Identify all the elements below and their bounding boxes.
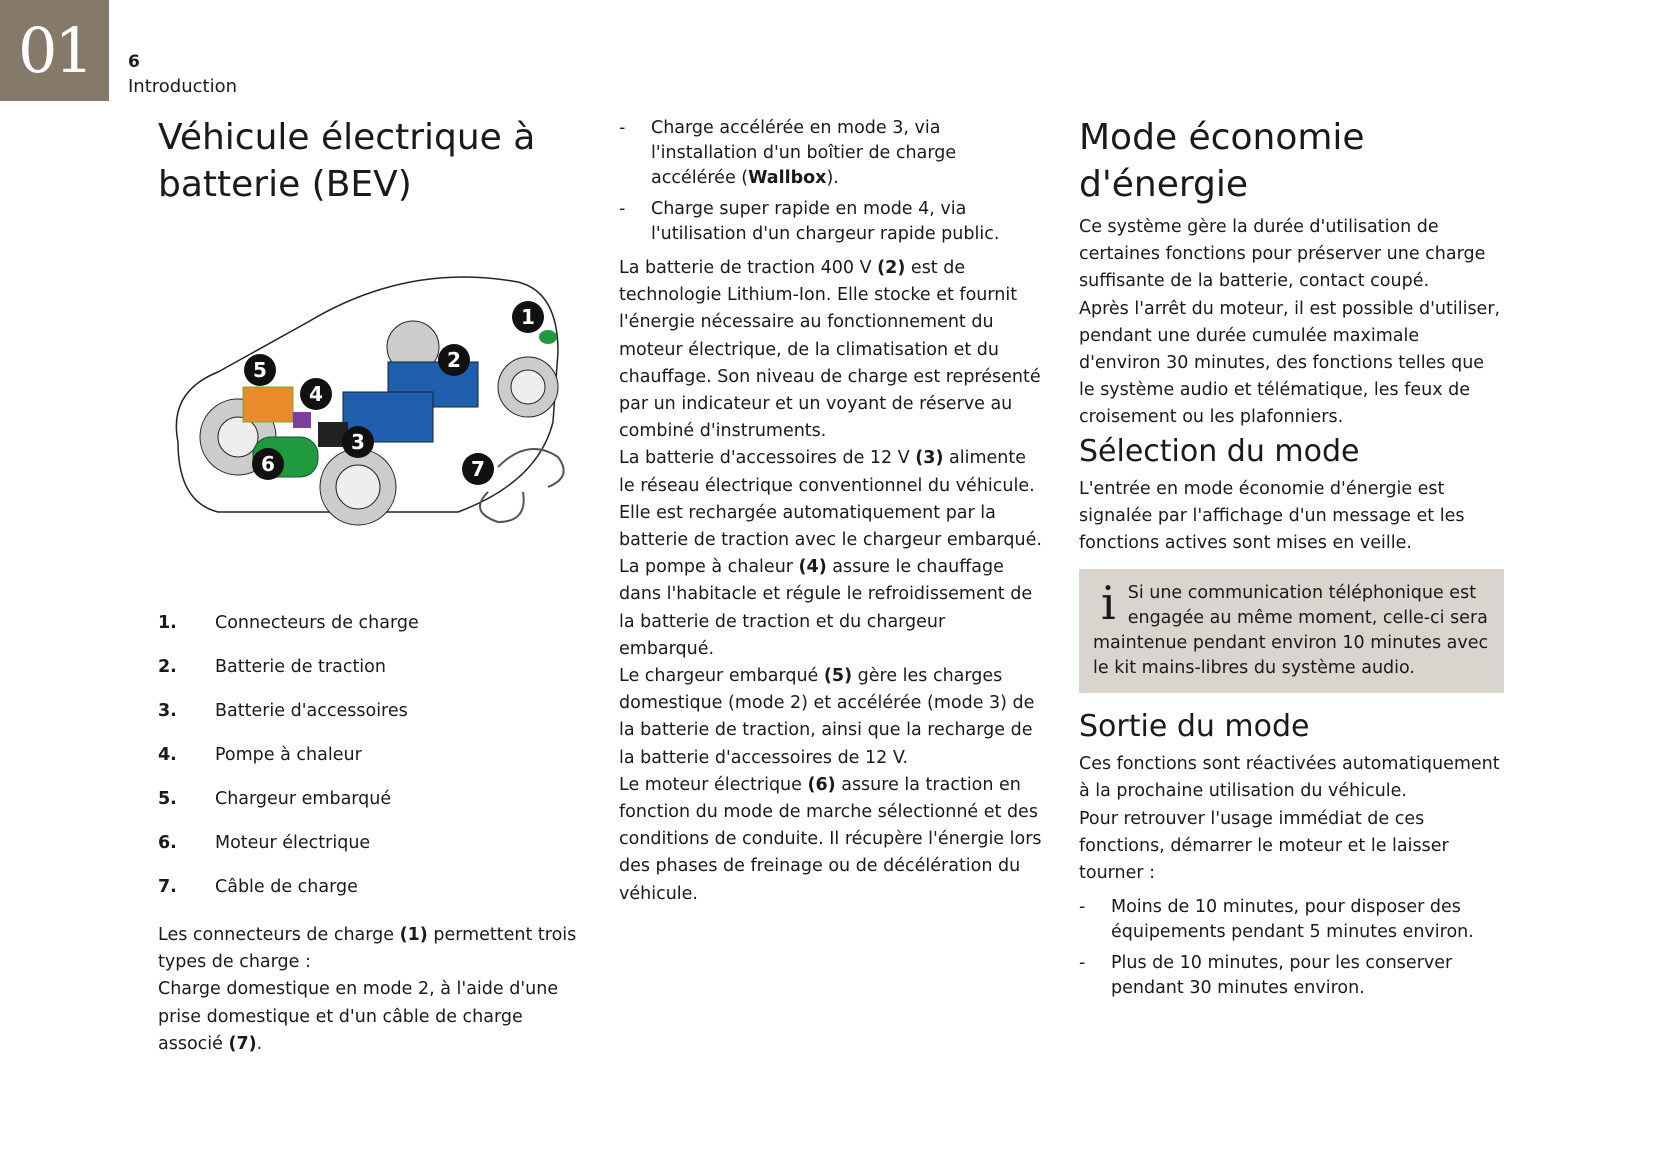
legend-label: Connecteurs de charge — [215, 613, 419, 634]
info-icon: i — [1101, 576, 1116, 631]
legend-number: 3. — [158, 701, 177, 722]
paragraph: Après l'arrêt du moteur, il est possible d'utiliser, pendant une durée cumulée maximale d'environ 30 minutes, des fonctions telles que le système audio et télématique, les feux de croisement ou les plafonniers. — [1079, 298, 1501, 428]
legend-number: 6. — [158, 833, 177, 854]
info-box — [1079, 569, 1504, 693]
subheading: Sortie du mode — [1079, 709, 1310, 745]
legend-item — [158, 822, 578, 866]
section-title: Introduction — [128, 76, 238, 97]
paragraph: Pour retrouver l'usage immédiat de ces fonctions, démarrer le moteur et le laisser tourner : — [1079, 808, 1449, 884]
left-column — [158, 114, 578, 1058]
legend-number: 2. — [158, 657, 177, 678]
bullet-item: - Charge super rapide en mode 4, via l'utilisation d'un chargeur rapide public. — [619, 199, 1000, 244]
paragraph: Le moteur électrique (6) assure la traction en fonction du mode de marche sélectionné et des conditions de conduite. Il récupère l'énergie lors des phases de freinage ou de décélération du véhicule. — [619, 774, 1042, 904]
bullet-item: - Charge accélérée en mode 3, via l'installation d'un boîtier de charge accélérée (Wallbox). — [619, 118, 957, 188]
page-number: 6 — [128, 52, 140, 72]
paragraph: Les connecteurs de charge (1) permettent trois types de charge : — [158, 925, 577, 973]
paragraph: Ce système gère la durée d'utilisation de certaines fonctions pour préserver une charge suffisante de la batterie, contact coupé. — [1079, 217, 1486, 292]
legend-label: Pompe à chaleur — [215, 745, 362, 766]
legend-label: Câble de charge — [215, 877, 358, 898]
legend-label: Chargeur embarqué — [215, 789, 392, 810]
right-column — [1079, 114, 1504, 1007]
legend-number: 1. — [158, 613, 177, 634]
marker-label: 7 — [471, 457, 485, 481]
legend-item — [158, 690, 578, 734]
legend-label: Batterie d'accessoires — [215, 701, 408, 722]
paragraph: Charge domestique en mode 2, à l'aide d'une prise domestique et d'un câble de charge associé (7). — [158, 979, 559, 1054]
legend-number: 7. — [158, 877, 177, 898]
marker-label: 3 — [351, 430, 365, 454]
section-heading: Mode économie d'énergie — [1079, 117, 1365, 205]
chapter-number: 01 — [0, 0, 109, 101]
legend-label: Moteur électrique — [215, 833, 371, 854]
legend-item — [158, 778, 578, 822]
legend-item — [158, 646, 578, 690]
marker-label: 6 — [261, 452, 275, 476]
bullet-item: - Plus de 10 minutes, pour les conserver pendant 30 minutes environ. — [1079, 953, 1453, 999]
paragraph: La batterie d'accessoires de 12 V (3) alimente le réseau électrique conventionnel du véhicule. Elle est rechargée automatiquement par la batterie de traction avec le chargeur embarqué. — [619, 448, 1042, 551]
marker-label: 5 — [253, 358, 267, 382]
paragraph: Le chargeur embarqué (5) gère les charges domestique (mode 2) et accélérée (mode 3) de la batterie de traction, ainsi que la recharge de la batterie d'accessoires de 12 V. — [619, 666, 1035, 768]
legend-number: 4. — [158, 745, 177, 766]
page-title: Véhicule électrique à batterie (BEV) — [158, 117, 536, 205]
paragraph: La batterie de traction 400 V (2) est de technologie Lithium-Ion. Elle stocke et fournit l'énergie nécessaire au fonctionnement du moteur électrique, de la climatisation et du chauffage. Son niveau de charge est représenté par un indicateur et un voyant de réserve au combiné d'instruments. — [619, 258, 1041, 442]
legend-list — [158, 602, 578, 910]
bullet-item: - Moins de 10 minutes, pour disposer des équipements pendant 5 minutes environ. — [1079, 897, 1474, 943]
marker-label: 2 — [447, 348, 461, 372]
legend-item — [158, 734, 578, 778]
legend-label: Batterie de traction — [215, 657, 386, 678]
middle-column — [619, 116, 1044, 908]
paragraph: La pompe à chaleur (4) assure le chauffage dans l'habitacle et régule le refroidissement de la batterie de traction et du chargeur embarqué. — [619, 557, 1033, 659]
subheading: Sélection du mode — [1079, 433, 1360, 469]
paragraph: Ces fonctions sont réactivées automatiquement à la prochaine utilisation du véhicule. — [1079, 754, 1500, 802]
legend-item — [158, 866, 578, 910]
marker-label: 1 — [521, 305, 535, 329]
marker-label: 4 — [309, 382, 323, 406]
info-text: Si une communication téléphonique est engagée au même moment, celle-ci sera maintenue pendant environ 10 minutes avec le kit mains-libres du système audio. — [1093, 583, 1489, 679]
vehicle-diagram — [158, 252, 578, 552]
legend-item — [158, 602, 578, 646]
legend-number: 5. — [158, 789, 177, 810]
paragraph: L'entrée en mode économie d'énergie est signalée par l'affichage d'un message et les fonctions actives sont mises en veille. — [1079, 478, 1465, 554]
